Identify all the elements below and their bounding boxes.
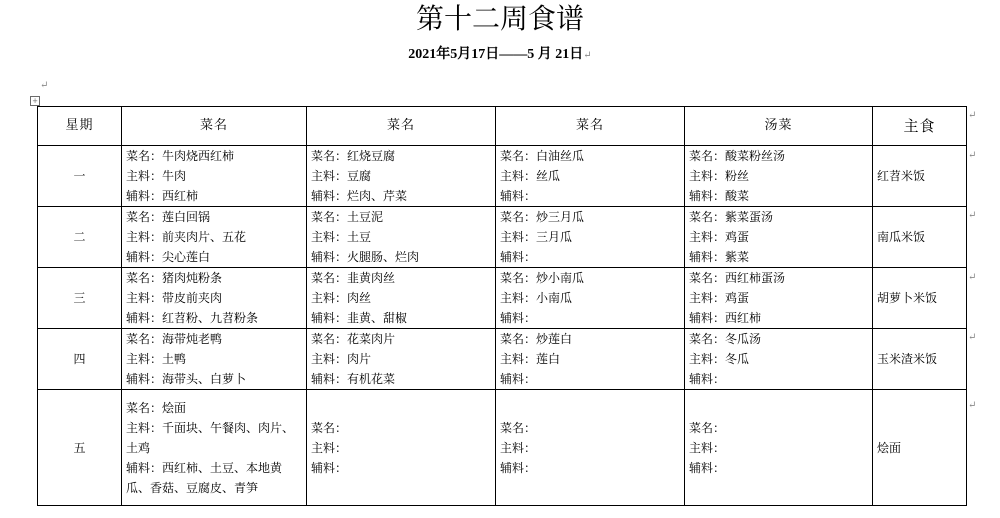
side-ingredient: 辅料： xyxy=(311,460,348,475)
soup-cell xyxy=(685,390,873,506)
soup-cell xyxy=(685,146,873,207)
side-ingredient: 辅料：海带头、白萝卜 xyxy=(126,372,247,386)
side-ingredient: 辅料：烂肉、芹菜 xyxy=(311,189,408,203)
row-end-mark: ↵ xyxy=(968,210,977,221)
dish-name: 菜名：冬瓜汤 xyxy=(689,332,762,346)
dish-cell xyxy=(122,329,307,390)
table-row xyxy=(38,390,967,506)
dish-cell xyxy=(122,207,307,268)
main-ingredient: 主料：牛肉 xyxy=(126,169,187,183)
soup-cell xyxy=(685,329,873,390)
staple-cell: 胡萝卜米饭 xyxy=(873,268,967,329)
main-ingredient: 主料：莲白 xyxy=(500,352,561,366)
page-title: 第十二周食谱 xyxy=(415,2,584,35)
dish-name: 菜名： xyxy=(689,420,726,435)
dish-name: 菜名：紫菜蛋汤 xyxy=(689,210,774,224)
side-ingredient: 辅料： xyxy=(689,460,726,475)
header-dish-2: 菜名 xyxy=(307,107,496,146)
dish-cell xyxy=(496,146,685,207)
dish-name: 菜名：炒莲白 xyxy=(500,332,573,346)
dish-name: 菜名：西红柿蛋汤 xyxy=(689,271,786,285)
side-ingredient: 辅料：西红柿、土豆、本地黄瓜、香菇、豆腐皮、青笋 xyxy=(126,460,283,495)
main-ingredient: 主料：带皮前夹肉 xyxy=(126,291,223,305)
staple-cell: 南瓜米饭 xyxy=(873,207,967,268)
dish-name: 菜名： xyxy=(311,420,348,435)
dish-name: 菜名：炒三月瓜 xyxy=(500,210,585,224)
row-end-mark: ↵ xyxy=(968,110,977,121)
dish-name: 菜名：猪肉炖粉条 xyxy=(126,271,223,285)
dish-name: 菜名：白油丝瓜 xyxy=(500,149,585,163)
dish-name: 菜名：牛肉烧西红柿 xyxy=(126,149,235,163)
side-ingredient: 辅料：紫菜 xyxy=(689,250,750,264)
main-ingredient: 主料：土豆 xyxy=(311,230,372,244)
main-ingredient: 主料：千面块、午餐肉、肉片、土鸡 xyxy=(126,420,295,455)
side-ingredient: 辅料： xyxy=(689,372,726,386)
main-ingredient: 主料：土鸭 xyxy=(126,352,187,366)
dish-cell xyxy=(496,268,685,329)
header-dish-1: 菜名 xyxy=(122,107,307,146)
staple-cell: 红苕米饭 xyxy=(873,146,967,207)
dish-cell xyxy=(307,329,496,390)
dish-name: 菜名：炒小南瓜 xyxy=(500,271,585,285)
side-ingredient: 辅料： xyxy=(500,460,537,475)
table-header-row xyxy=(38,107,967,146)
day-cell: 四 xyxy=(38,329,122,390)
dish-name: 菜名：莲白回锅 xyxy=(126,210,211,224)
side-ingredient: 辅料：韭黄、甜椒 xyxy=(311,311,408,325)
main-ingredient: 主料：鸡蛋 xyxy=(689,291,750,305)
date-range xyxy=(0,45,1000,66)
day-cell: 五 xyxy=(38,390,122,506)
dish-cell xyxy=(496,390,685,506)
side-ingredient: 辅料：有机花菜 xyxy=(311,372,396,386)
dish-name: 菜名：海带炖老鸭 xyxy=(126,332,223,346)
dish-cell xyxy=(307,390,496,506)
table-row xyxy=(38,268,967,329)
main-ingredient: 主料：肉丝 xyxy=(311,291,372,305)
main-ingredient: 主料：鸡蛋 xyxy=(689,230,750,244)
dish-cell xyxy=(122,146,307,207)
row-end-mark: ↵ xyxy=(968,150,977,161)
paragraph-mark: ↵ xyxy=(583,50,592,61)
side-ingredient: 辅料： xyxy=(500,189,537,203)
row-end-mark: ↵ xyxy=(968,332,977,343)
dish-cell xyxy=(307,207,496,268)
dish-cell xyxy=(496,329,685,390)
header-day: 星期 xyxy=(38,107,122,146)
side-ingredient: 辅料：西红柿 xyxy=(126,189,199,203)
weekly-menu-table xyxy=(37,106,967,506)
main-ingredient: 主料：前夹肉片、五花 xyxy=(126,230,247,244)
staple-cell: 玉米渣米饭 xyxy=(873,329,967,390)
dish-name: 菜名：红烧豆腐 xyxy=(311,149,396,163)
main-ingredient: 主料： xyxy=(689,440,726,455)
dish-cell xyxy=(307,268,496,329)
side-ingredient: 辅料：尖心莲白 xyxy=(126,250,211,264)
table-row xyxy=(38,329,967,390)
dish-name: 菜名：花菜肉片 xyxy=(311,332,396,346)
header-soup: 汤菜 xyxy=(685,107,873,146)
main-ingredient: 主料：冬瓜 xyxy=(689,352,750,366)
main-ingredient: 主料：肉片 xyxy=(311,352,372,366)
side-ingredient: 辅料： xyxy=(500,250,537,264)
side-ingredient: 辅料：西红柿 xyxy=(689,311,762,325)
header-staple: 主食 xyxy=(873,107,967,146)
dish-cell xyxy=(122,268,307,329)
soup-cell xyxy=(685,207,873,268)
day-cell: 一 xyxy=(38,146,122,207)
side-ingredient: 辅料：火腿肠、烂肉 xyxy=(311,250,420,264)
table-row xyxy=(38,207,967,268)
main-ingredient: 主料： xyxy=(311,440,348,455)
dish-name: 菜名：土豆泥 xyxy=(311,210,384,224)
staple-cell: 烩面 xyxy=(873,390,967,506)
dish-name: 菜名：酸菜粉丝汤 xyxy=(689,149,786,163)
header-dish-3: 菜名 xyxy=(496,107,685,146)
date-range-text: 2021年5月17日——5 月 21日 xyxy=(408,47,584,62)
main-ingredient: 主料：小南瓜 xyxy=(500,291,573,305)
dish-name: 菜名： xyxy=(500,420,537,435)
side-ingredient: 辅料：酸菜 xyxy=(689,189,750,203)
table-move-handle-icon[interactable]: + xyxy=(30,96,40,106)
dish-cell xyxy=(496,207,685,268)
table-row xyxy=(38,146,967,207)
day-cell: 二 xyxy=(38,207,122,268)
paragraph-mark: ↵ xyxy=(40,80,49,91)
side-ingredient: 辅料：红苕粉、九苕粉条 xyxy=(126,311,259,325)
soup-cell xyxy=(685,268,873,329)
row-end-mark: ↵ xyxy=(968,272,977,283)
day-cell: 三 xyxy=(38,268,122,329)
dish-name: 菜名：烩面 xyxy=(126,400,187,415)
main-ingredient: 主料： xyxy=(500,440,537,455)
side-ingredient: 辅料： xyxy=(500,311,537,325)
side-ingredient: 辅料： xyxy=(500,372,537,386)
main-ingredient: 主料：三月瓜 xyxy=(500,230,573,244)
main-ingredient: 主料：丝瓜 xyxy=(500,169,561,183)
dish-cell xyxy=(122,390,307,506)
dish-name: 菜名：韭黄肉丝 xyxy=(311,271,396,285)
main-ingredient: 主料：粉丝 xyxy=(689,169,750,183)
main-ingredient: 主料：豆腐 xyxy=(311,169,372,183)
dish-cell xyxy=(307,146,496,207)
row-end-mark: ↵ xyxy=(968,400,977,411)
